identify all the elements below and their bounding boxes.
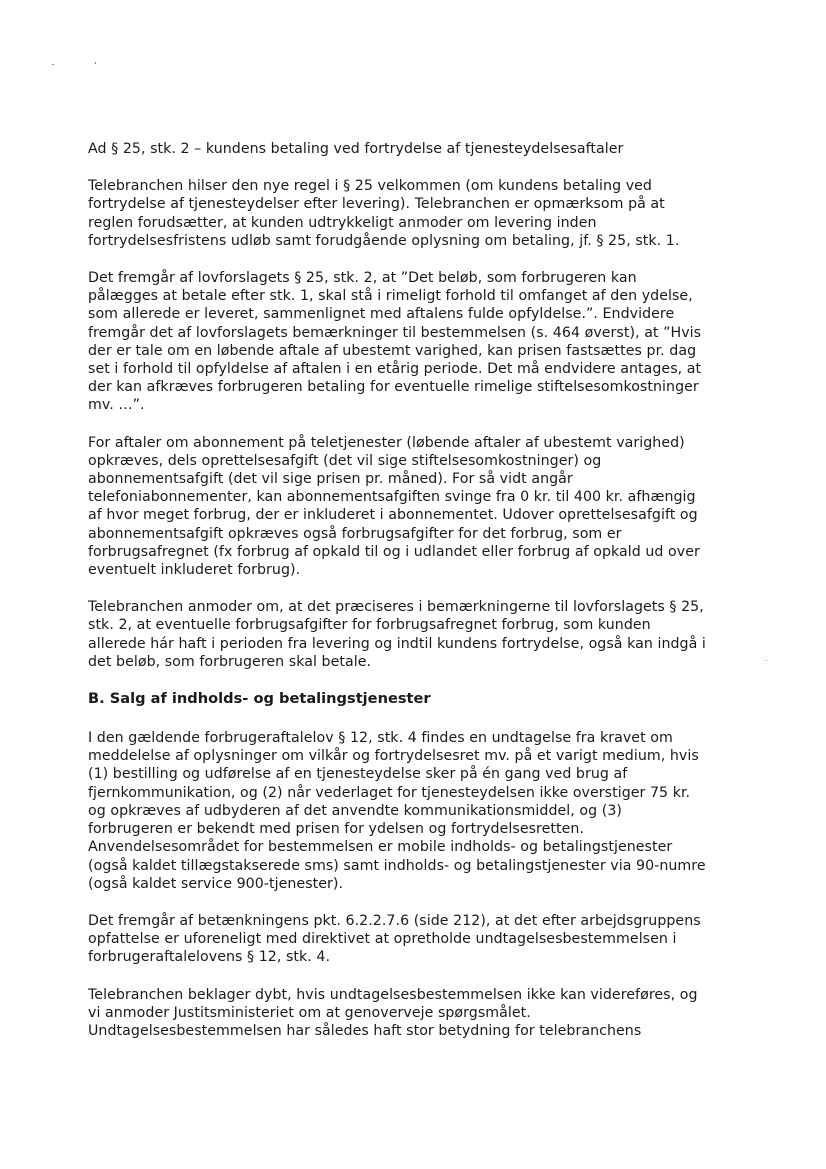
- section-heading-ad-25: Ad § 25, stk. 2 – kundens betaling ved fortrydelse af tjenesteydelsesaftaler: [88, 141, 624, 157]
- paragraph-7: Telebranchen beklager dybt, hvis undtagelsesbestemmelsen ikke kan videreføres, og vi anmoder Justitsministeriet om at genoverveje spørgsmålet. Undtagelsesbestemmelsen har således haft stor betydning for telebranchens: [88, 986, 698, 1039]
- document-body: [88, 140, 736, 1040]
- paragraph-4: Telebranchen anmoder om, at det præciseres i bemærkningerne til lovforslagets § 25, stk. 2, at eventuelle forbrugsafgifter for forbrugsafregnet forbrug, som kunden allerede hár haft i perioden fra levering og indtil kundens fortrydelse, også kan indgå i det beløb, som forbrugeren skal betale.: [88, 599, 706, 670]
- paragraph-2: Det fremgår af lovforslagets § 25, stk. 2, at ”Det beløb, som forbrugeren kan pålægges at betale efter stk. 1, skal stå i rimeligt forhold til omfanget af den ydelse, som allerede er leveret, sammenlignet med aftalens fulde opfyldelse.”. Endvidere fremgår det af lovforslagets bemærkninger til bestemmelsen (s. 464 øverst), at ”Hvis der er tale om en løbende aftale af ubestemt varighed, kan prisen fastsættes pr. dag set i forhold til opfyldelse af aftalen i en etårig periode. Det må endvidere antages, at der kan afkræves forbrugeren betaling for eventuelle rimelige stiftelsesomkostninger mv. …”.: [88, 270, 702, 414]
- paragraph-5: I den gældende forbrugeraftalelov § 12, stk. 4 findes en undtagelse fra kravet om meddelelse af oplysninger om vilkår og fortrydelsesret mv. på et varigt medium, hvis (1) bestilling og udførelse af en tjenesteydelse sker på én gang ved brug af fjernkommunikation, og (2) når vederlaget for tjenesteydelsen ikke overstiger 75 kr. og opkræves af udbyderen af det anvendte kommunikationsmiddel, og (3) forbrugeren er bekendt med prisen for ydelsen og fortrydelsesretten. Anvendelsesområdet for bestemmelsen er mobile indholds- og betalingstjenester (også kaldet tillægstakserede sms) samt indholds- og betalingstjenester via 90-numre (også kaldet service 900-tjenester).: [88, 730, 706, 892]
- scan-speck: [766, 660, 767, 661]
- paragraph-6: Det fremgår af betænkningens pkt. 6.2.2.7.6 (side 212), at det efter arbejdsgruppens opfattelse er uforeneligt med direktivet at opretholde undtagelsesbestemmelsen i forbrugeraftalelovens § 12, stk. 4.: [88, 912, 701, 966]
- paragraph-3: For aftaler om abonnement på teletjenester (løbende aftaler af ubestemt varighed) opkræves, dels oprettelsesafgift (det vil sige stiftelsesomkostninger) og abonnementsafgift (det vil sige prisen pr. måned). For så vidt angår telefoniabonnementer, kan abonnementsafgiften svinge fra 0 kr. til 400 kr. afhængig af hvor meget forbrug, der er inkluderet i abonnementet. Udover oprettelsesafgift og abonnementsafgift opkræves også forbrugsafgifter for det forbrug, som er forbrugsafregnet (fx forbrug af opkald til og i udlandet eller forbrug af opkald ud over eventuelt inkluderet forbrug).: [88, 434, 700, 579]
- scan-speck: [95, 62, 96, 64]
- scan-speck: [52, 64, 54, 65]
- section-heading-b: B. Salg af indholds- og betalingstjenester: [88, 690, 431, 708]
- paragraph-1: Telebranchen hilser den nye regel i § 25 velkommen (om kundens betaling ved fortrydelse af tjenesteydelser efter levering). Telebranchen er opmærksom på at reglen forudsætter, at kunden udtrykkeligt anmoder om levering inden fortrydelsesfristens udløb samt forudgående oplysning om betaling, jf. § 25, stk. 1.: [88, 178, 680, 249]
